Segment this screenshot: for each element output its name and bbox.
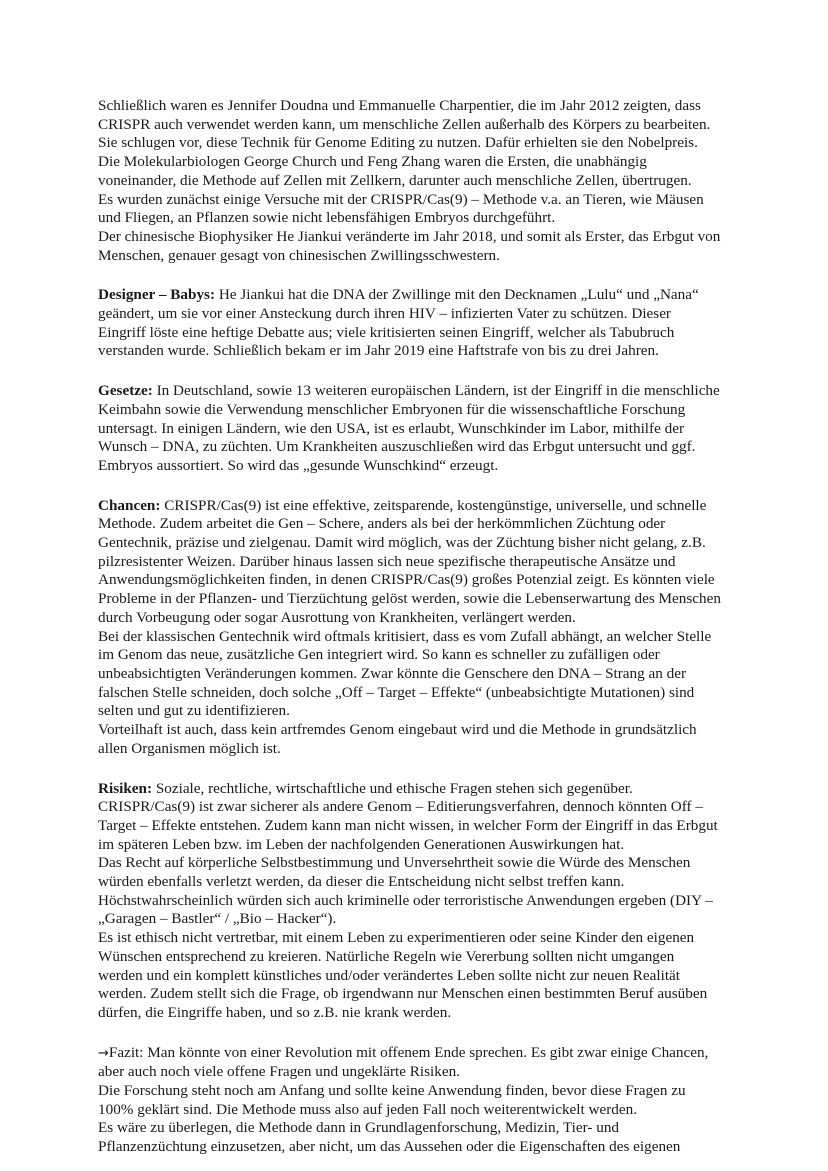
text-line: selten und gut zu identifizieren. xyxy=(98,702,290,720)
fazit-section xyxy=(98,1044,768,1157)
text-line: dürfen, die Eingriffe haben, und so z.B. nie krank werden. xyxy=(98,1003,452,1021)
section-heading: Designer – Babys: xyxy=(98,286,216,304)
text-run: He Jiankui hat die DNA der Zwillinge mit den Decknamen „Lulu“ und „Nana“ xyxy=(215,286,699,304)
text-line xyxy=(98,382,768,401)
designer-babys-section xyxy=(98,286,768,361)
text-line: Bei der klassischen Gentechnik wird oftmals kritisiert, dass es vom Zufall abhängt, an welcher Stelle xyxy=(98,627,712,645)
section-heading: Gesetze: xyxy=(98,382,153,400)
section-heading: Chancen: xyxy=(98,496,161,514)
text-run: Fazit: Man könnte von einer Revolution mit offenem Ende sprechen. Es gibt zwar einige Chancen, xyxy=(108,1043,709,1061)
text-line: Sie schlugen vor, diese Technik für Genome Editing zu nutzen. Dafür erhielten sie den Nobelpreis. xyxy=(98,134,698,152)
text-line: CRISPR/Cas(9) ist zwar sicherer als andere Genom – Editierungsverfahren, dennoch könnten Off – xyxy=(98,798,703,816)
gesetze-section xyxy=(98,382,768,476)
text-line: Die Molekularbiologen George Church und Feng Zhang waren die Ersten, die unabhängig xyxy=(98,153,647,171)
text-line: „Garagen – Bastler“ / „Bio – Hacker“). xyxy=(98,910,337,928)
text-line: Menschen, genauer gesagt von chinesischen Zwillingsschwestern. xyxy=(98,246,500,264)
text-line: im späteren Leben bzw. im Leben der nachfolgenden Generationen Auswirkungen hat. xyxy=(98,835,625,853)
text-line: Gentechnik, präzise und zielgenau. Damit wird möglich, was der Züchtung bisher nicht gelang, z.B. xyxy=(98,534,706,552)
text-line: Probleme in der Pflanzen- und Tierzüchtung gelöst werden, sowie die Lebenserwartung des Menschen xyxy=(98,590,721,608)
text-run: Soziale, rechtliche, wirtschaftliche und ethische Fragen stehen sich gegenüber. xyxy=(152,779,633,797)
text-line: Es wäre zu überlegen, die Methode dann in Grundlagenforschung, Medizin, Tier- und xyxy=(98,1119,620,1137)
text-line: Vorteilhaft ist auch, dass kein artfremdes Genom eingebaut wird und die Methode in grundsätzlich xyxy=(98,721,697,739)
risiken-section xyxy=(98,780,768,1023)
text-line: Anwendungsmöglichkeiten finden, in denen CRISPR/Cas(9) großes Potenzial zeigt. Es könnten viele xyxy=(98,571,715,589)
text-line: Keimbahn sowie die Verwendung menschlicher Embryonen für die wissenschaftliche Forschung xyxy=(98,400,686,418)
text-run: CRISPR/Cas(9) ist eine effektive, zeitsparende, kostengünstige, universelle, und schnelle xyxy=(160,496,707,514)
text-line: Höchstwahrscheinlich würden sich auch kriminelle oder terroristische Anwendungen ergeben (DIY – xyxy=(98,891,713,909)
text-line: Target – Effekte entstehen. Zudem kann man nicht wissen, in welcher Form der Eingriff in das Erbgut xyxy=(98,816,718,834)
text-line: aber auch noch viele offene Fragen und ungeklärte Risiken. xyxy=(98,1063,460,1081)
text-line: im Genom das neue, zusätzliche Gen integriert wird. So kann es schneller zu zufälligen oder xyxy=(98,646,660,664)
text-line xyxy=(98,1044,768,1064)
right-arrow-icon: → xyxy=(98,1045,109,1061)
text-line: CRISPR auch verwendet werden kann, um menschliche Zellen außerhalb des Körpers zu bearbeiten. xyxy=(98,115,711,133)
text-line: verstanden wurde. Schließlich bekam er im Jahr 2019 eine Haftstrafe von bis zu drei Jahren. xyxy=(98,342,659,360)
text-line: falschen Stelle schneiden, doch solche „Off – Target – Effekte“ (unbeabsichtigte Mutationen) sind xyxy=(98,683,695,701)
text-line xyxy=(98,497,768,516)
text-line: Der chinesische Biophysiker He Jiankui veränderte im Jahr 2018, und somit als Erster, das Erbgut von xyxy=(98,227,721,245)
text-line: Pflanzenzüchtung einzusetzen, aber nicht, um das Aussehen oder die Eigenschaften des eigenen xyxy=(98,1138,681,1156)
text-line: Wunsch – DNA, zu züchten. Um Krankheiten auszuschließen wird das Erbgut untersucht und ggf. xyxy=(98,438,696,456)
text-line xyxy=(98,286,768,305)
text-line xyxy=(98,780,768,799)
text-line: Es ist ethisch nicht vertretbar, mit einem Leben zu experimentieren oder seine Kinder den eigenen xyxy=(98,929,695,947)
text-run: In Deutschland, sowie 13 weiteren europäischen Ländern, ist der Eingriff in die menschliche xyxy=(152,382,720,400)
section-heading: Risiken: xyxy=(98,779,153,797)
text-line: untersagt. In einigen Ländern, wie den USA, ist es erlaubt, Wunschkinder im Labor, mithilfe der xyxy=(98,419,685,437)
text-line: allen Organismen möglich ist. xyxy=(98,739,281,757)
text-line: Wünschen entsprechend zu kreieren. Natürliche Regeln wie Vererbung sollten nicht umgangen xyxy=(98,947,675,965)
text-line: Die Forschung steht noch am Anfang und sollte keine Anwendung finden, bevor diese Fragen zu xyxy=(98,1082,686,1100)
intro-paragraph xyxy=(98,97,768,265)
text-line: werden und ein komplett künstliches und/oder verändertes Leben sollte nicht zur neuen Realität xyxy=(98,966,681,984)
text-line: Es wurden zunächst einige Versuche mit der CRISPR/Cas(9) – Methode v.a. an Tieren, wie Mäusen xyxy=(98,190,704,208)
text-line: Schließlich waren es Jennifer Doudna und Emmanuelle Charpentier, die im Jahr 2012 zeigten, dass xyxy=(98,97,701,114)
text-line: 100% geklärt sind. Die Methode muss also auf jeden Fall noch weiterentwickelt werden. xyxy=(98,1100,638,1118)
text-line: geändert, um sie vor einer Ansteckung durch ihren HIV – infizierten Vater zu schützen. Dieser xyxy=(98,305,671,323)
text-line: Das Recht auf körperliche Selbstbestimmung und Unversehrtheit sowie die Würde des Menschen xyxy=(98,854,691,872)
text-line: voneinander, die Methode auf Zellen mit Zellkern, darunter auch menschliche Zellen, übertrugen. xyxy=(98,171,692,189)
text-line: Eingriff löste eine heftige Debatte aus; viele kritisierten seinen Eingriff, welcher als Tabubruch xyxy=(98,323,675,341)
chancen-section xyxy=(98,497,768,759)
text-line: Embryos aussortiert. So wird das „gesunde Wunschkind“ erzeugt. xyxy=(98,456,499,474)
text-line: werden. Zudem stellt sich die Frage, ob irgendwann nur Menschen einen bestimmten Beruf ausüben xyxy=(98,985,708,1003)
text-line: und Fliegen, an Pflanzen sowie nicht lebensfähigen Embryos durchgeführt. xyxy=(98,209,556,227)
text-line: unbeabsichtigten Veränderungen kommen. Zwar könnte die Genschere den DNA – Strang an der xyxy=(98,664,687,682)
text-line: durch Vorbeugung oder sogar Ausrottung von Krankheiten, verlängert werden. xyxy=(98,608,576,626)
text-line: Methode. Zudem arbeitet die Gen – Schere, anders als bei der herkömmlichen Züchtung oder xyxy=(98,515,666,533)
text-line: würden ebenfalls verletzt werden, da dieser die Entscheidung nicht selbst treffen kann. xyxy=(98,873,625,891)
text-line: pilzresistenter Weizen. Darüber hinaus lassen sich neue spezifische therapeutische Ansätze und xyxy=(98,552,676,570)
